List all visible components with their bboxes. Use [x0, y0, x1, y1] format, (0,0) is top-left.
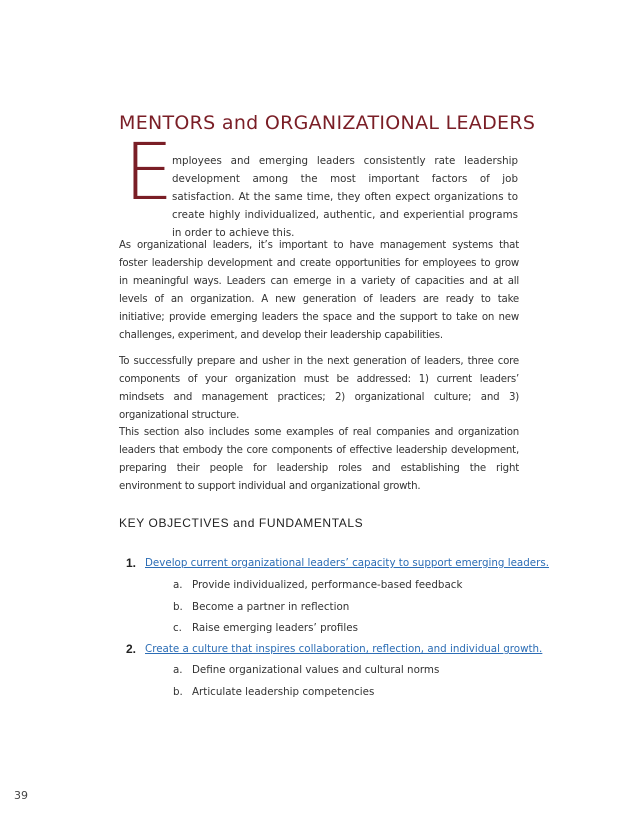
sublist-item: Provide individualized, performance-based feedback — [192, 579, 463, 591]
objective-link-1[interactable]: Develop current organizational leaders’ capacity to support emerging leaders. — [145, 557, 549, 569]
sublist-item: Define organizational values and cultural norms — [192, 664, 440, 676]
sublist-letter: b. — [173, 686, 183, 698]
intro-paragraph: mployees and emerging leaders consistently rate leadership development among the most important factors of job satisfaction. At the same time, they often expect organizations to create highly individualized, authentic, and experiential programs in order to achieve this. — [172, 155, 518, 239]
list-number: 1. — [126, 556, 137, 570]
sublist-letter: a. — [173, 579, 183, 591]
sublist-item: Become a partner in reflection — [192, 601, 350, 613]
sublist-letter: a. — [173, 664, 183, 676]
drop-cap: E — [124, 128, 174, 218]
sublist-letter: b. — [173, 601, 183, 613]
sublist-item: Raise emerging leaders’ profiles — [192, 622, 358, 634]
body-paragraph: As organizational leaders, it’s important to have management systems that foster leadership development and create opportunities for employees to grow in meaningful ways. Leaders can emerge in a variety of capacities and at all levels of an organization. A new generation of leaders are ready to take initiative; provide emerging leaders the space and the support to take on new challenges, experiment, and develop their leadership capabilities. — [119, 240, 519, 341]
page-number: 39 — [14, 789, 28, 802]
sublist-letter: c. — [173, 622, 182, 634]
body-paragraph: To successfully prepare and usher in the next generation of leaders, three core components of your organization must be addressed: 1) current leaders’ mindsets and management practices; 2) organizational culture; and 3) organizational structure. — [119, 356, 519, 421]
list-number: 2. — [126, 642, 137, 656]
key-objectives-heading: KEY OBJECTIVES and FUNDAMENTALS — [119, 516, 364, 530]
section-heading: MENTORS and ORGANIZATIONAL LEADERS — [119, 112, 536, 134]
sublist-item: Articulate leadership competencies — [192, 686, 375, 698]
body-paragraph: This section also includes some examples of real companies and organization leaders that embody the core components of effective leadership development, preparing their people for leadership roles and establishing the right environment to support individual and organizational growth. — [119, 427, 519, 492]
objective-link-2[interactable]: Create a culture that inspires collaboration, reflection, and individual growth. — [145, 643, 543, 655]
